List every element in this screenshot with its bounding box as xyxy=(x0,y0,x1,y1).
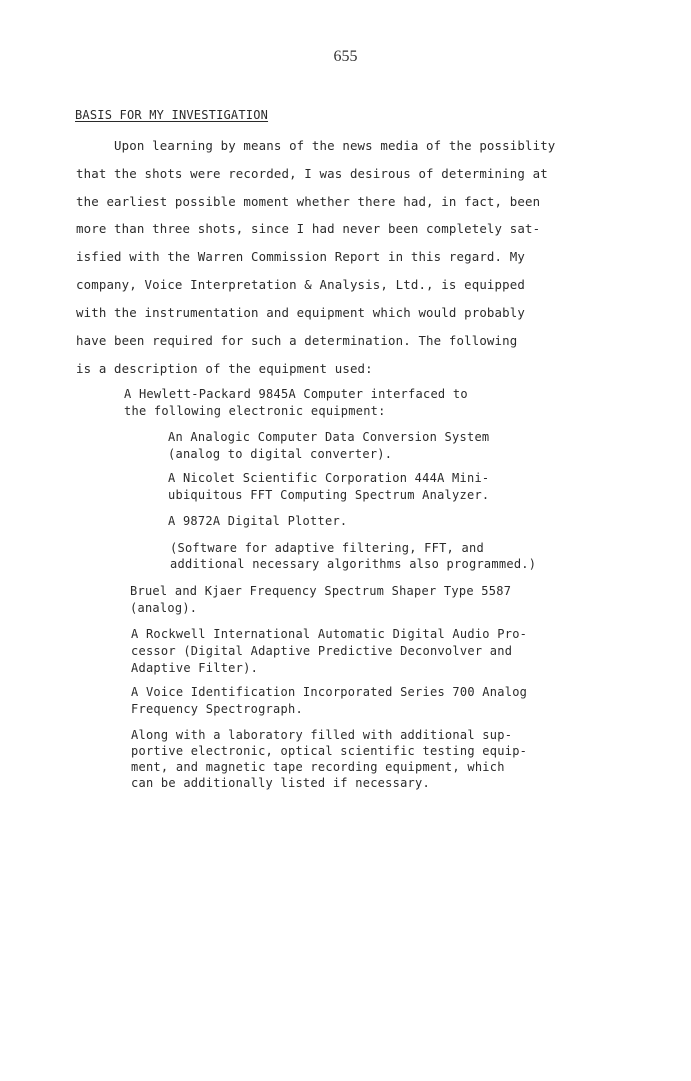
paragraph-line: have been required for such a determination. The following xyxy=(76,333,518,348)
equipment-line: A Nicolet Scientific Corporation 444A Mini- xyxy=(168,471,490,485)
equipment-line: ment, and magnetic tape recording equipment, which xyxy=(131,760,505,774)
equipment-line: portive electronic, optical scientific testing equip- xyxy=(131,744,528,758)
equipment-line: A Rockwell International Automatic Digital Audio Pro- xyxy=(131,627,528,641)
paragraph-line: that the shots were recorded, I was desirous of determining at xyxy=(76,166,548,181)
paragraph-line: is a description of the equipment used: xyxy=(76,361,373,376)
equipment-line: An Analogic Computer Data Conversion System xyxy=(168,430,490,444)
page-number: 655 xyxy=(333,48,358,65)
paragraph-line: isfied with the Warren Commission Report in this regard. My xyxy=(76,249,525,264)
equipment-line: cessor (Digital Adaptive Predictive Deconvolver and xyxy=(131,644,513,658)
paragraph-line: Upon learning by means of the news media of the possiblity xyxy=(76,138,556,153)
equipment-line: A 9872A Digital Plotter. xyxy=(168,514,348,528)
equipment-line: Bruel and Kjaer Frequency Spectrum Shaper Type 5587 xyxy=(130,584,512,598)
equipment-line: Along with a laboratory filled with additional sup- xyxy=(131,728,513,742)
equipment-line: can be additionally listed if necessary. xyxy=(131,776,430,790)
paragraph-line: company, Voice Interpretation & Analysis, Ltd., is equipped xyxy=(76,277,525,292)
equipment-line: (analog to digital converter). xyxy=(168,447,393,461)
equipment-line: (Software for adaptive filtering, FFT, and xyxy=(170,541,484,555)
equipment-line: the following electronic equipment: xyxy=(124,404,386,418)
paragraph-line: the earliest possible moment whether there had, in fact, been xyxy=(76,194,541,209)
equipment-line: additional necessary algorithms also programmed.) xyxy=(170,557,537,571)
paragraph-line: with the instrumentation and equipment which would probably xyxy=(76,305,525,320)
equipment-line: (analog). xyxy=(130,601,198,615)
equipment-line: A Hewlett-Packard 9845A Computer interfaced to xyxy=(124,387,468,401)
equipment-line: Frequency Spectrograph. xyxy=(131,702,303,716)
section-heading: BASIS FOR MY INVESTIGATION xyxy=(75,108,269,122)
equipment-line: Adaptive Filter). xyxy=(131,661,259,675)
equipment-line: A Voice Identification Incorporated Series 700 Analog xyxy=(131,685,528,699)
equipment-line: ubiquitous FFT Computing Spectrum Analyzer. xyxy=(168,488,490,502)
paragraph-line: more than three shots, since I had never been completely sat- xyxy=(76,221,541,236)
